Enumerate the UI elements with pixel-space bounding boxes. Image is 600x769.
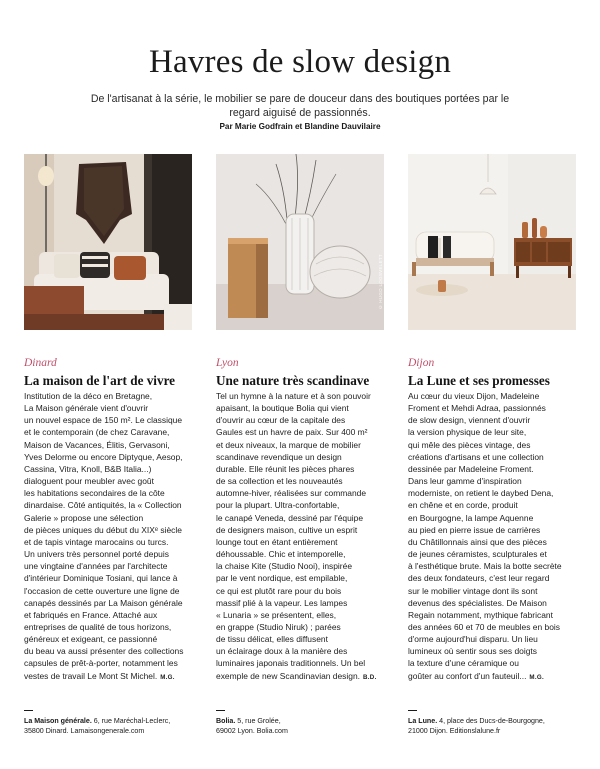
body-line: La Maison générale vient d'ouvrir (24, 403, 149, 414)
body-last-line (216, 670, 390, 684)
body-line: et de tapis vintage marocains ou turcs. (24, 536, 169, 547)
glass-vases-photo (216, 154, 384, 330)
body-line: la texture d'une céramique ou (408, 658, 519, 669)
body-line: et fabriqués en France. Attaché aux (24, 609, 158, 620)
body-line: apaisant, la boutique Bolia qui vient (216, 403, 349, 414)
address-line (24, 716, 204, 726)
article-city: Dinard (24, 357, 57, 369)
article-heading: Une nature très scandinave (216, 373, 370, 388)
body-line: la version physique de leur site, (408, 427, 527, 438)
body-line: de pièces uniques du début du XIXᵉ siècle (24, 524, 182, 535)
address-street: 5, rue Grolée, (235, 717, 281, 726)
body-line: devenus des spécialistes. De Maison (408, 597, 547, 608)
body-line: durable. Elle réunit les pièces phares (216, 463, 355, 474)
body-line: dinardaise. Côté antiquités, la « Collection (24, 500, 182, 511)
address-street: 4, place des Ducs-de-Bourgogne, (437, 717, 545, 726)
body-last-line (24, 670, 198, 684)
article-body (24, 390, 198, 684)
body-line: déhoussable. Chic et intemporelle, (216, 549, 346, 560)
body-line: exemple de new Scandinavian design. (216, 670, 361, 681)
body-line: moderniste, on retient le daybed Dena, (408, 488, 554, 499)
body-line: d'intérieur Dominique Tosiani, qui lance à (24, 573, 178, 584)
body-line: Maison de Vacances, Élitis, Gervasoni, (24, 439, 170, 450)
body-line: des deux fondateurs, c'est leur regard (408, 573, 550, 584)
body-line: entreprises de qualité de tous horizons, (24, 621, 172, 632)
author-initials: M.G. (160, 673, 175, 681)
body-line: généreux et exigeant, ce passionné (24, 634, 158, 645)
body-line: lumineux où sentir sous ses doigts (408, 646, 537, 657)
mid-century-interior-photo (408, 154, 576, 330)
address-city-web: 69002 Lyon. Bolia.com (216, 727, 288, 736)
body-line: dessinée par Madeleine Froment. (408, 463, 534, 474)
address-line (408, 716, 588, 726)
page-title: Havres de slow design (148, 44, 452, 80)
body-line: en Bourgogne, la lampe Aquenne (408, 512, 534, 523)
body-last-line (408, 670, 582, 684)
author-initials: M.G. (529, 673, 545, 681)
body-line: en grappe (Studio Niruk) ; parées (216, 621, 341, 632)
body-line: automne-hiver, réalisées sur commande (216, 488, 367, 499)
body-line: de slow design, viennent d'ouvrir (408, 415, 531, 426)
body-line: Froment et Mehdi Adraa, passionnés (408, 403, 546, 414)
body-line: sur le mobilier vintage dont ils sont (408, 585, 538, 596)
article-dijon (408, 356, 582, 684)
body-line: Institution de la déco en Bretagne, (24, 391, 153, 401)
body-line: Cassina, Vitra, Knoll, B&B Italia...) (24, 463, 152, 474)
article-heading: La Lune et ses promesses (408, 373, 550, 388)
article-body (408, 390, 582, 684)
photo-credit: © HUGO LOGSVELETT (378, 254, 383, 310)
article-lyon (216, 356, 390, 684)
address-name: Bolia. (216, 717, 236, 726)
body-line: scandinave revendique un design (216, 451, 342, 462)
address-dijon (408, 710, 588, 736)
body-line: le canapé Veneda, dessiné par l'équipe (216, 512, 364, 523)
body-line: en chêne et en corde, produit (408, 500, 518, 511)
divider (408, 710, 417, 711)
body-line: Au cœur du vieux Dijon, Madeleine (408, 391, 540, 401)
body-line: Dans leur gamme d'inspiration (408, 476, 522, 487)
body-line: canapés dessinés par La Maison générale (24, 597, 183, 608)
body-line: de tissu délicat, elles diffusent (216, 634, 328, 645)
body-line: pour la plupart. Ultra-confortable, (216, 500, 340, 511)
body-line: l'occasion de cette ouverture une ligne de (24, 585, 180, 596)
body-line: Yves Delorme ou encore Diptyque, Aesop, (24, 451, 183, 462)
body-line: Regain notamment, mythique fabricant (408, 609, 553, 620)
body-line: Tel un hymne à la nature et à son pouvoir (216, 391, 371, 401)
article-city: Lyon (216, 357, 239, 369)
body-line: du beau va aussi présenter des collections (24, 646, 184, 657)
living-room-photo (24, 154, 192, 330)
body-line: de jeunes céramistes, sculpturales et (408, 549, 547, 560)
article-city: Dijon (408, 357, 435, 369)
body-line: à l'esthétique brute. Mais la botte secrète (408, 561, 562, 572)
body-line: Galerie » propose une sélection (24, 512, 144, 523)
body-line: des années 60 et 70 de meubles en bois (408, 621, 560, 632)
address-dinard (24, 710, 204, 736)
body-line: ce qui est plutôt rare pour du bois (216, 585, 342, 596)
author-initials: B.D. (363, 673, 377, 681)
body-line: de designers maison, cultive un esprit (216, 524, 358, 535)
article-heading: La maison de l'art de vivre (24, 373, 176, 388)
body-line: par le vent nordique, est empilable, (216, 573, 348, 584)
body-line: vestes de travail Le Mont St Michel. (24, 670, 158, 681)
body-line: et le contemporain (de chez Caravane, (24, 427, 170, 438)
body-line: et deux niveaux, la marque de mobilier (216, 439, 361, 450)
body-line: capsules de prêt-à-porter, notamment les (24, 658, 178, 669)
body-line: goûter au confort d'un fauteuil... (408, 670, 527, 681)
body-line: au pied en pierre issue de carrières (408, 524, 541, 535)
body-line: d'orme aujourd'hui disparu. Un lieu (408, 634, 538, 645)
body-line: lounge tout en étant entièrement (216, 536, 338, 547)
divider (24, 710, 33, 711)
body-line: « Lunaria » se présentent, elles, (216, 609, 337, 620)
body-line: d'ouvrir au cœur de la capitale des (216, 415, 346, 426)
address-line (216, 716, 396, 726)
body-line: une vingtaine d'années par l'architecte (24, 561, 168, 572)
address-name: La Lune. (408, 717, 438, 726)
body-line: de sa collection et les nouveautés (216, 476, 343, 487)
body-line: dialoguent pour meubler avec goût (24, 476, 154, 487)
byline: Par Marie Godfrain et Blandine Dauvilaire (219, 122, 381, 131)
standfirst: De l'artisanat à la série, le mobilier se pare de douceur dans des boutiques portées par le regard aiguisé de passionnés. (90, 93, 510, 119)
divider (216, 710, 225, 711)
address-lyon (216, 710, 396, 736)
article-dinard (24, 356, 198, 684)
body-line: les habitations secondaires de la côte (24, 488, 165, 499)
address-city-web: 21000 Dijon. Editionslalune.fr (408, 727, 501, 736)
body-line: qui mêle des pièces vintage, des (408, 439, 531, 450)
address-name: La Maison générale. (24, 717, 92, 726)
body-line: créations d'artisans et une collection (408, 451, 544, 462)
article-body (216, 390, 390, 684)
body-line: du Châtillonnais ainsi que des pièces (408, 536, 547, 547)
address-street: 6, rue Maréchal-Leclerc, (91, 717, 171, 726)
body-line: la chaise Kite (Studio Nooi), inspirée (216, 561, 353, 572)
body-line: un nouvel espace de 150 m². Le classique (24, 415, 183, 426)
body-line: Gaules est un havre de paix. Sur 400 m² (216, 427, 368, 438)
body-line: Un univers très personnel porté depuis (24, 549, 169, 560)
body-line: massif plié à la vapeur. Les lampes (216, 597, 348, 608)
address-city-web: 35800 Dinard. Lamaisongenerale.com (24, 727, 145, 736)
body-line: luminaires japonais traditionnels. Un bel (216, 658, 366, 669)
body-line: un éclairage doux à la manière des (216, 646, 348, 657)
